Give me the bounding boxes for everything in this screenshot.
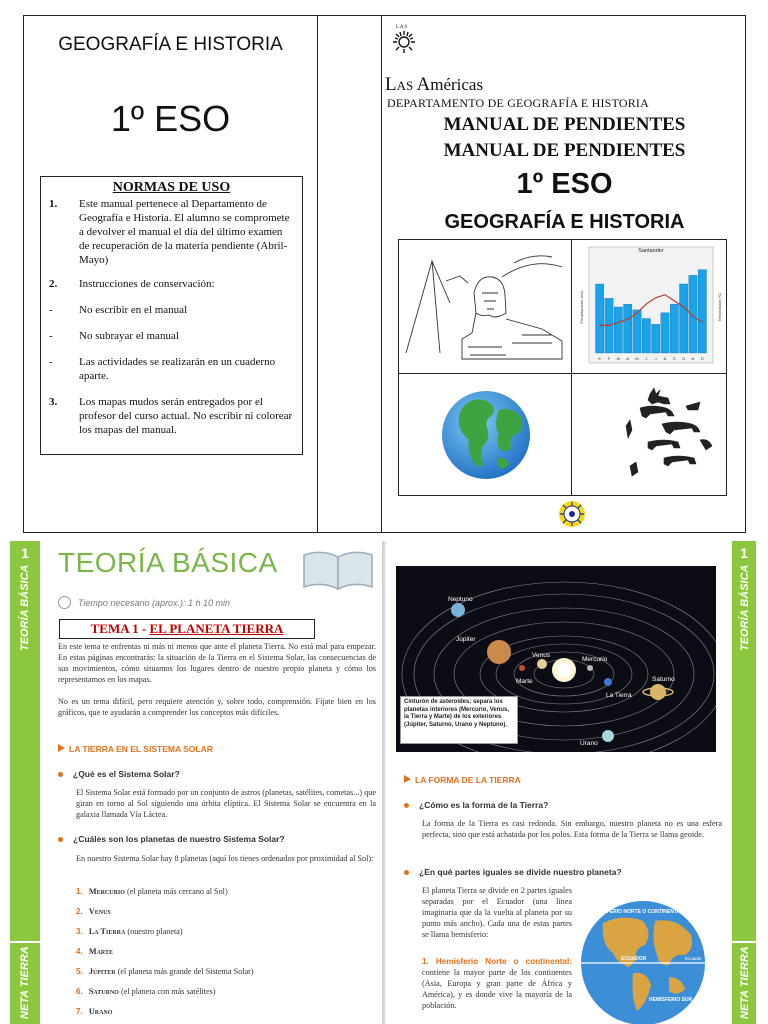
front-course-title: 1º ESO bbox=[516, 168, 613, 200]
chapter-number: 1 bbox=[740, 545, 748, 561]
back-subject-title: GEOGRAFÍA E HISTORIA bbox=[58, 34, 283, 55]
globe-north-label: HEMISFERIO NORTE O CONTINENTAL bbox=[590, 909, 684, 915]
rule-item bbox=[49, 277, 294, 291]
answer: La forma de la Tierra es casi redonda. Sin embargo, nuestro planeta no es una esfera perfecta, sino que está achatada por los polos. Esta forma de la Tierra se llama geoide. bbox=[422, 819, 722, 839]
planet-label: Venus bbox=[532, 652, 551, 659]
topic-banner bbox=[59, 619, 315, 639]
tab-divider bbox=[732, 941, 756, 943]
question bbox=[404, 867, 622, 878]
chapter-number: 1 bbox=[21, 545, 29, 561]
hemisphere-label: 1. Hemisferio Norte o continental: bbox=[422, 957, 572, 966]
manual-title-1: MANUAL DE PENDIENTES bbox=[443, 114, 686, 135]
dot-bullet-icon bbox=[58, 772, 63, 777]
rule-item bbox=[49, 329, 294, 343]
open-book-icon bbox=[298, 545, 378, 595]
list-item bbox=[76, 966, 254, 977]
dot-bullet-icon bbox=[58, 837, 63, 842]
month-tick-label: A bbox=[663, 356, 667, 361]
rule-text: No escribir en el manual bbox=[79, 304, 188, 316]
uranus-planet bbox=[602, 730, 614, 742]
month-tick-label: M bbox=[616, 356, 621, 361]
rule-text: Las actividades se realizarán en un cuaderno aparte. bbox=[79, 356, 276, 382]
dot-bullet-icon bbox=[404, 803, 409, 808]
climograph-left-axis-label: Precipitaciones (mm) bbox=[580, 290, 584, 324]
precipitation-bar bbox=[689, 275, 697, 353]
planet-note: (el planeta más grande del Sistema Solar) bbox=[117, 967, 254, 976]
manual-title-2: MANUAL DE PENDIENTES bbox=[443, 140, 686, 161]
rule-bullet: - bbox=[49, 356, 53, 368]
cover-sheet bbox=[23, 15, 746, 533]
list-number: 3. bbox=[76, 927, 83, 936]
section-heading-text: LA FORMA DE LA TIERRA bbox=[415, 775, 521, 785]
earth-planet bbox=[604, 678, 612, 686]
saturn-planet bbox=[650, 684, 666, 700]
earth-globe-icon bbox=[439, 380, 533, 490]
front-subject-title: GEOGRAFÍA E HISTORIA bbox=[444, 211, 685, 233]
neptune-planet bbox=[451, 603, 465, 617]
precipitation-bar bbox=[624, 304, 632, 353]
planet-note: (el planeta más cercano al Sol) bbox=[126, 887, 228, 896]
solar-system-illustration bbox=[396, 566, 716, 752]
cover-image-grid bbox=[398, 239, 727, 496]
rule-bullet: - bbox=[49, 330, 53, 342]
question-text: ¿En qué partes iguales se divide nuestro planeta? bbox=[419, 867, 622, 877]
climograph-chart bbox=[575, 243, 725, 370]
month-tick-label: E bbox=[598, 356, 602, 361]
hemisphere-text: contiene la mayor parte de los continentes (Asia, Europa y gran parte de África y América), y es donde vive la mayoría de la población. bbox=[422, 968, 572, 1010]
rules-title: NORMAS DE USO bbox=[112, 180, 231, 195]
month-tick-label: F bbox=[607, 356, 611, 361]
month-tick-label: J bbox=[654, 356, 657, 361]
precipitation-bar bbox=[698, 270, 706, 353]
planet-name: Venus bbox=[88, 907, 111, 916]
tab-divider bbox=[10, 941, 40, 943]
planet-name: Mercurio bbox=[88, 887, 125, 896]
rule-item bbox=[49, 303, 294, 317]
answer: El planeta Tierra se divide en 2 partes iguales separadas por el Ecuador (una línea imaginaria que da la vuelta al planeta por su punto más ancho). Cada una de estas partes se llama hemisferio: bbox=[422, 886, 572, 939]
planet-label: Mercurio bbox=[582, 656, 608, 663]
rule-item bbox=[49, 197, 294, 267]
cover-back-panel bbox=[24, 16, 317, 532]
month-tick-label: O bbox=[682, 356, 686, 361]
dot-bullet-icon bbox=[404, 870, 409, 875]
planet-name: Urano bbox=[88, 1007, 113, 1016]
precipitation-bar bbox=[661, 313, 669, 353]
time-required: Tiempo necesario (aprox.): 1 h 10 min bbox=[78, 598, 230, 608]
asteroid-belt-note: Cinturón de asteroides: separa los planetas interiores (Mercurio, Venus, la Tierra y Marte) de los exteriores (Júpiter, Saturno, Urano y Neptuno). bbox=[400, 696, 518, 744]
triangle-bullet-icon bbox=[58, 744, 65, 752]
book-left-page bbox=[40, 541, 382, 1024]
month-tick-label: N bbox=[691, 356, 695, 361]
list-item bbox=[76, 886, 228, 897]
answer: El Sistema Solar está formado por un conjunto de astros (planetas, satélites, cometas...) que giran en torno al Sol siguiendo una órbita elíptica. El Sistema Solar se encuentra en la galaxia llamada Vía Láctea. bbox=[76, 788, 376, 819]
list-item bbox=[76, 906, 111, 917]
jupiter-planet bbox=[487, 640, 511, 664]
rule-text: Este manual pertenece al Departamento de Geografía e Historia. El alumno se compromete a devolver el manual el día del último examen de recuperación de la materia pendiente (Abril- Mayo) bbox=[79, 198, 290, 266]
planet-label: La Tierra bbox=[606, 692, 632, 699]
precipitation-bar bbox=[670, 304, 678, 353]
left-chapter-tab bbox=[10, 541, 40, 1024]
question-text: ¿Cómo es la forma de la Tierra? bbox=[419, 800, 549, 810]
section-heading-text: LA TIERRA EN EL SISTEMA SOLAR bbox=[69, 744, 213, 754]
planet-label: Neptuno bbox=[448, 596, 473, 603]
sphinx-drawing-icon bbox=[402, 243, 568, 370]
month-tick-label: A bbox=[626, 356, 630, 361]
chapter-tab-label-bottom: NETA TIERRA bbox=[19, 946, 31, 1019]
rule-text: Instrucciones de conservación: bbox=[79, 278, 215, 290]
planet-name: Júpiter bbox=[88, 967, 116, 976]
planet-name: Marte bbox=[88, 947, 114, 956]
rule-text: Los mapas mudos serán entregados por el profesor del curso actual. No escribir ni colorear los mapas del manual. bbox=[79, 396, 293, 436]
rule-number: 1. bbox=[49, 198, 58, 210]
school-rest-1: AS bbox=[396, 78, 417, 93]
school-initial-1: L bbox=[385, 74, 397, 95]
question bbox=[58, 834, 285, 845]
rule-number: 3. bbox=[49, 396, 58, 408]
page-title: TEORÍA BÁSICA bbox=[58, 547, 278, 578]
rule-item bbox=[49, 355, 294, 383]
globe-equator-label-right: Ecuador bbox=[685, 956, 702, 961]
rule-bullet: - bbox=[49, 304, 53, 316]
planet-note: (nuestro planeta) bbox=[127, 927, 183, 936]
cave-painting-icon bbox=[612, 380, 724, 492]
planet-name: Saturno bbox=[88, 987, 119, 996]
climograph-right-axis-label: Temperaturas (ºC) bbox=[718, 292, 722, 322]
topic-prefix: TEMA 1 - bbox=[90, 621, 150, 636]
question-text: ¿Qué es el Sistema Solar? bbox=[73, 769, 180, 779]
question bbox=[58, 769, 180, 780]
planet-label: Marte bbox=[516, 678, 533, 685]
precipitation-bar bbox=[614, 307, 622, 353]
planet-name: La Tierra bbox=[88, 927, 126, 936]
planet-label: Urano bbox=[580, 740, 598, 747]
planet-label: Saturno bbox=[652, 676, 675, 683]
question bbox=[404, 800, 548, 811]
logo-letters: L A S bbox=[396, 25, 408, 30]
month-tick-label: S bbox=[672, 356, 676, 361]
mars-planet bbox=[519, 665, 525, 671]
globe-south-label: HEMISFERIO SUR bbox=[649, 997, 693, 1003]
cover-fold-line bbox=[317, 16, 318, 532]
back-course-title: 1º ESO bbox=[110, 98, 231, 139]
triangle-bullet-icon bbox=[404, 775, 411, 783]
section-heading bbox=[404, 775, 521, 786]
sun-logo-icon bbox=[387, 22, 421, 56]
school-name bbox=[385, 74, 483, 96]
chapter-tab-label: TEORÍA BÁSICA bbox=[19, 564, 31, 651]
month-tick-label: J bbox=[645, 356, 648, 361]
answer: En nuestro Sistema Solar hay 8 planetas (aquí los tienes ordenados por proximidad al Sol): bbox=[76, 854, 374, 863]
rule-text: No subrayar el manual bbox=[79, 330, 179, 342]
department-name: DEPARTAMENTO DE GEOGRAFÍA E HISTORIA bbox=[387, 96, 649, 110]
answer bbox=[422, 956, 572, 1011]
grid-divider-vertical bbox=[571, 240, 572, 495]
precipitation-bar bbox=[633, 310, 641, 353]
list-number: 6. bbox=[76, 987, 83, 996]
topic-title: EL PLANETA TIERRA bbox=[149, 621, 284, 636]
list-number: 1. bbox=[76, 887, 83, 896]
list-number: 7. bbox=[76, 1007, 83, 1016]
precipitation-bar bbox=[596, 284, 604, 353]
month-tick-label: M bbox=[635, 356, 639, 361]
planet-note: (el planeta con más satélites) bbox=[121, 987, 216, 996]
grid-divider-horizontal bbox=[399, 373, 726, 374]
rules-box bbox=[40, 176, 303, 455]
list-item bbox=[76, 946, 113, 957]
rule-item bbox=[49, 395, 294, 437]
school-rest-2: méricas bbox=[430, 75, 484, 94]
intro-paragraph: No es un tema difícil, pero requiere atención y, sobre todo, comprensión. Fíjate bien en los gráficos, que te ayudarán a comprender los conceptos más difíciles. bbox=[58, 697, 376, 717]
right-chapter-tab bbox=[732, 541, 756, 1024]
globe-equator-label: ECUADOR bbox=[621, 956, 647, 962]
book-right-page bbox=[386, 541, 732, 1024]
hemispheres-globe-icon bbox=[573, 893, 713, 1024]
mercury-planet bbox=[587, 665, 593, 671]
precipitation-bar bbox=[652, 324, 660, 353]
list-number: 4. bbox=[76, 947, 83, 956]
school-initial-2: A bbox=[416, 74, 431, 95]
climograph-title: Santander bbox=[638, 248, 664, 254]
list-number: 5. bbox=[76, 967, 83, 976]
planet-label: Júpiter bbox=[456, 636, 476, 643]
precipitation-bar bbox=[680, 284, 688, 353]
list-item bbox=[76, 986, 216, 997]
cover-front-panel bbox=[381, 16, 746, 532]
list-number: 2. bbox=[76, 907, 83, 916]
scanned-book-pages bbox=[10, 541, 756, 1024]
question-text: ¿Cuáles son los planetas de nuestro Sistema Solar? bbox=[73, 834, 285, 844]
chapter-tab-label: TEORÍA BÁSICA bbox=[739, 564, 751, 651]
chapter-tab-label-bottom: NETA TIERRA bbox=[739, 946, 751, 1019]
sun-logo-icon bbox=[557, 499, 587, 529]
section-heading bbox=[58, 744, 213, 755]
intro-paragraph: En este tema te enfrentas ni más ni menos que ante el planeta Tierra. No está mal para empezar. En estas páginas encontrarás: la situación de la Tierra en el Sistema Solar, las consecuencias de sus movimientos, cómo situamos los lugares dentro de nuestro propio planeta y cómo los representamos en los mapas. bbox=[58, 642, 376, 684]
rule-number: 2. bbox=[49, 278, 58, 290]
list-item bbox=[76, 1006, 112, 1017]
month-tick-label: D bbox=[700, 356, 704, 361]
list-item bbox=[76, 926, 183, 937]
clock-icon bbox=[58, 596, 71, 609]
precipitation-bar bbox=[642, 319, 650, 354]
